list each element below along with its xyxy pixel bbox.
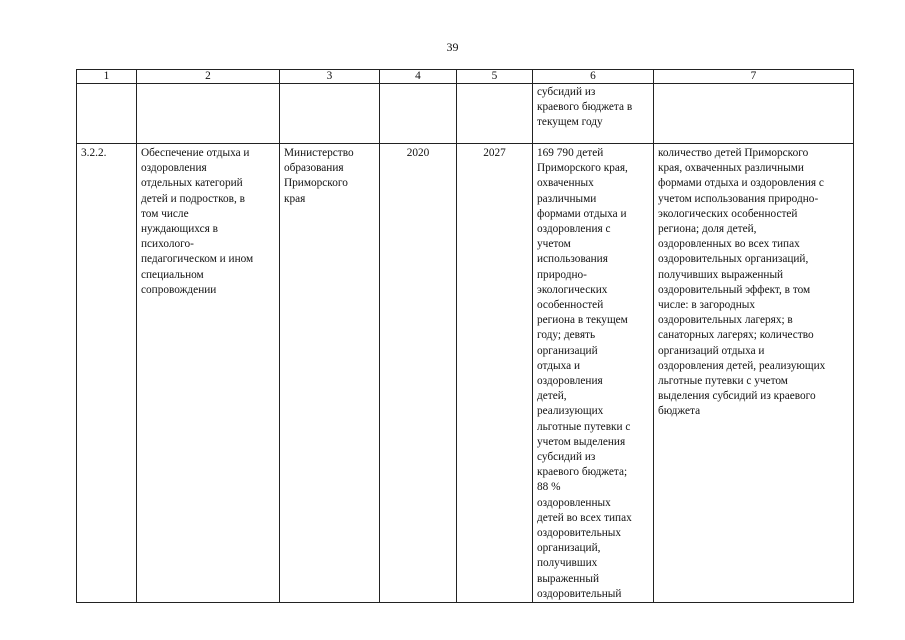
result-line: оздоровления: [537, 375, 603, 388]
page-number: 39: [446, 40, 459, 54]
cont-cell-5: [457, 84, 533, 144]
event-line: отдельных категорий: [141, 177, 243, 190]
event-line: психолого-: [141, 238, 194, 251]
cont-result-line: краевого бюджета в: [537, 101, 633, 114]
result-line: отдыха и: [537, 359, 581, 372]
indicator-line: получивших выраженный: [658, 268, 784, 281]
indicator-line: оздоровительный эффект, в том: [658, 283, 811, 296]
result-line: оздоровленных: [537, 496, 611, 509]
header-col-2: 2: [137, 70, 280, 84]
indicator-line: учетом использования природно-: [658, 192, 819, 205]
result-line: получивших: [537, 557, 598, 570]
year-start: 2020: [380, 144, 457, 603]
indicator-line: числе: в загородных: [658, 299, 755, 312]
header-col-1: 1: [77, 70, 137, 84]
header-col-4: 4: [380, 70, 457, 84]
result-line: льготные путевки с: [537, 420, 631, 433]
event-line: оздоровления: [141, 162, 207, 175]
executor-line: Приморского: [284, 177, 348, 190]
header-col-6: 6: [533, 70, 654, 84]
result-line: организаций: [537, 344, 598, 357]
event-line: специальном: [141, 268, 204, 281]
cont-cell-3: [280, 84, 380, 144]
indicator-line: льготные путевки с учетом: [658, 375, 788, 388]
indicator-line: оздоровления детей, реализующих: [658, 359, 826, 372]
indicator-line: края, охваченных различными: [658, 162, 804, 175]
result-line: детей,: [537, 390, 567, 403]
cont-cell-7: [654, 84, 854, 144]
event-line: сопровождении: [141, 283, 217, 296]
result-line: оздоровления с: [537, 223, 611, 236]
result-line: оздоровительных: [537, 527, 622, 540]
result-line: различными: [537, 192, 597, 205]
header-col-3: 3: [280, 70, 380, 84]
indicator-line: бюджета: [658, 405, 701, 418]
cont-result-cell: [533, 84, 654, 144]
event-description: [137, 144, 280, 603]
indicator-line: санаторных лагерях; количество: [658, 329, 814, 342]
result-line: особенностей: [537, 299, 604, 312]
cont-result-line: субсидий из: [537, 86, 596, 98]
result-line: организаций,: [537, 542, 601, 555]
indicator-line: выделения субсидий из краевого: [658, 390, 816, 403]
result-line: выраженный: [537, 572, 599, 585]
result-line: использования: [537, 253, 608, 266]
expected-result: [533, 144, 654, 603]
result-line: охваченных: [537, 177, 594, 190]
indicator-line: региона; доля детей,: [658, 223, 757, 236]
result-line: году; девять: [537, 329, 596, 342]
event-line: Обеспечение отдыха и: [141, 147, 250, 159]
cont-cell-1: [77, 84, 137, 144]
header-col-5: 5: [457, 70, 533, 84]
year-end: 2027: [457, 144, 533, 603]
result-line: природно-: [537, 268, 587, 281]
result-line: субсидий из: [537, 451, 596, 464]
event-line: педагогическом и ином: [141, 253, 254, 266]
executor: [280, 144, 380, 603]
result-line: краевого бюджета;: [537, 466, 628, 479]
result-line: 88 %: [537, 481, 561, 494]
indicator-line: организаций отдыха и: [658, 344, 765, 357]
measure-row-3-2-2: [77, 144, 854, 603]
continuation-row: [77, 84, 854, 144]
row-number: 3.2.2.: [77, 144, 137, 603]
indicator-line: формами отдыха и оздоровления с: [658, 177, 824, 190]
indicators: [654, 144, 854, 603]
result-line: региона в текущем: [537, 314, 628, 327]
result-line: Приморского края,: [537, 162, 628, 175]
event-line: нуждающихся в: [141, 223, 218, 236]
header-row: [77, 70, 854, 84]
indicator-line: оздоровленных во всех типах: [658, 238, 800, 251]
indicator-line: экологических особенностей: [658, 207, 798, 220]
executor-line: Министерство: [284, 147, 354, 159]
cont-cell-4: [380, 84, 457, 144]
result-line: учетом: [537, 238, 571, 251]
result-line: реализующих: [537, 405, 604, 418]
measures-table: [76, 69, 854, 603]
result-line: экологических: [537, 283, 608, 296]
event-line: том числе: [141, 207, 189, 220]
event-line: детей и подростков, в: [141, 192, 245, 205]
result-line: детей во всех типах: [537, 511, 632, 524]
header-col-7: 7: [654, 70, 854, 84]
indicator-line: оздоровительных лагерях; в: [658, 314, 793, 327]
result-line: учетом выделения: [537, 435, 626, 448]
result-line: оздоровительный: [537, 587, 622, 600]
executor-line: края: [284, 192, 306, 205]
indicator-line: количество детей Приморского: [658, 147, 809, 159]
cont-result-line: текущем году: [537, 116, 603, 129]
indicator-line: оздоровительных организаций,: [658, 253, 809, 266]
cont-cell-2: [137, 84, 280, 144]
executor-line: образования: [284, 162, 344, 175]
result-line: 169 790 детей: [537, 147, 604, 159]
result-line: формами отдыха и: [537, 207, 627, 220]
